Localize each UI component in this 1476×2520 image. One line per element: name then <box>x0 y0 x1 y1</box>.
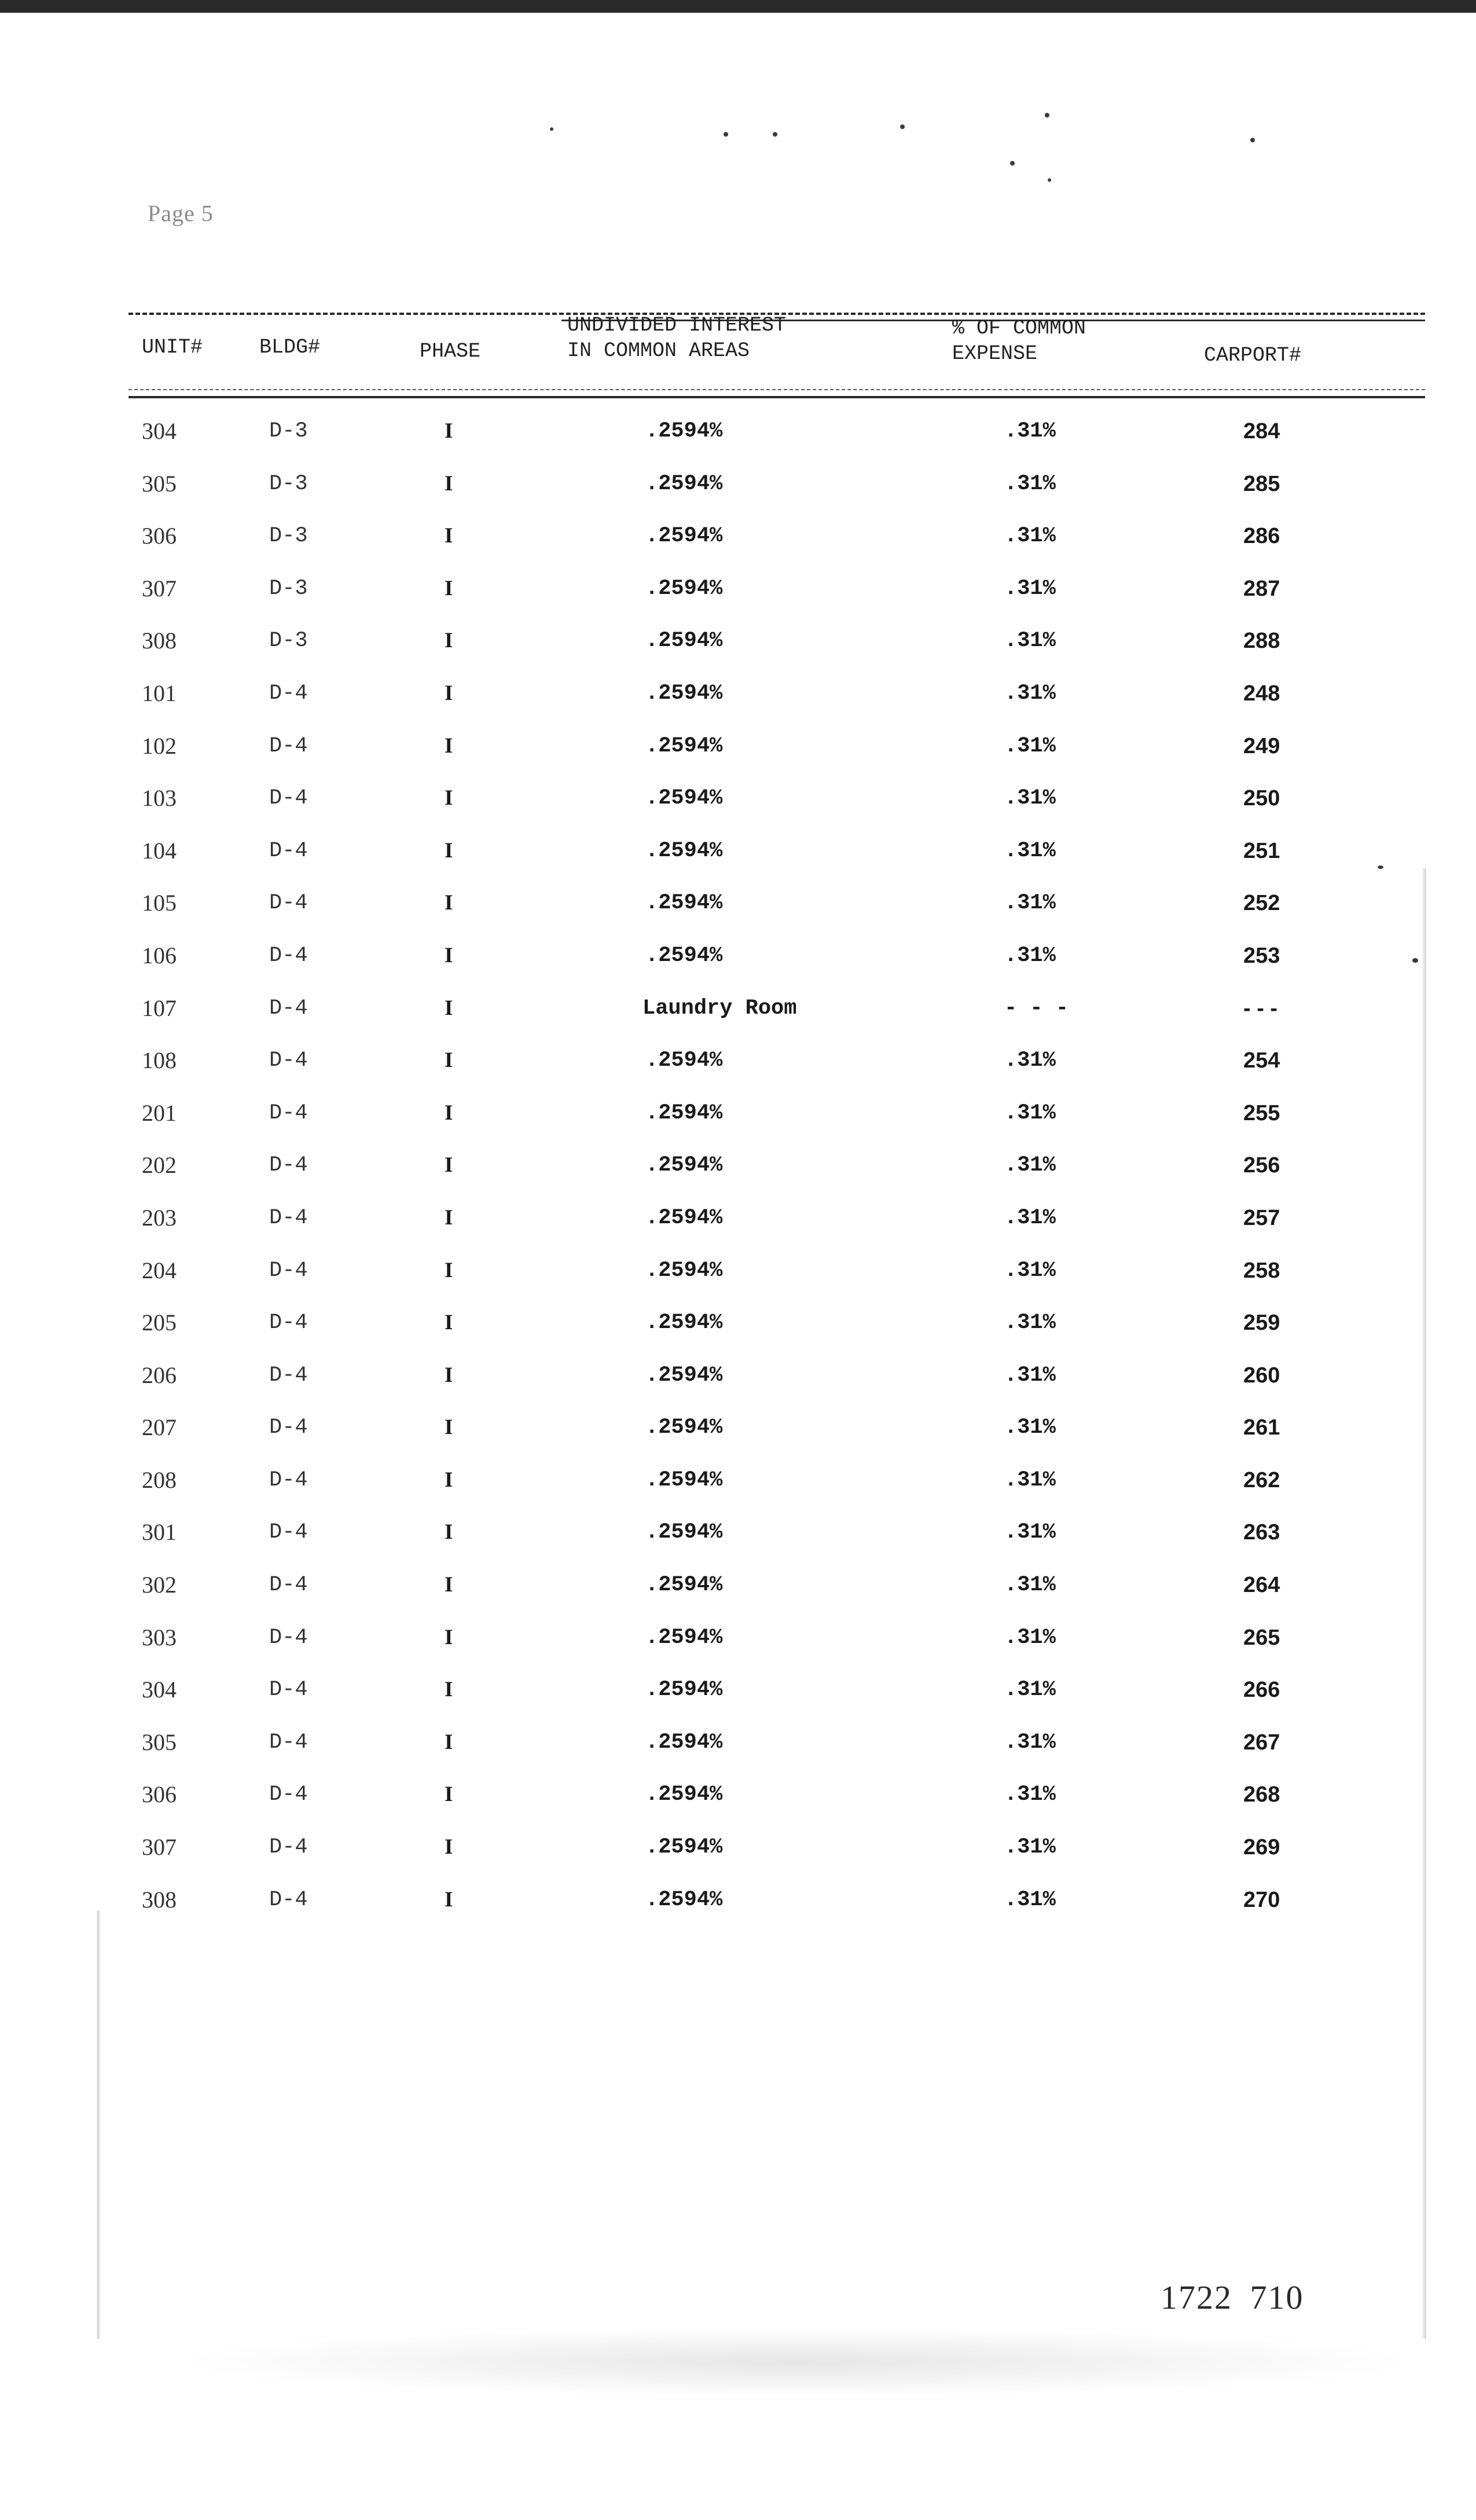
undivided-interest-cell: Laundry Room <box>642 996 797 1021</box>
table-row <box>0 414 1476 467</box>
undivided-interest-cell: .2594% <box>645 629 723 654</box>
building-cell: D-4 <box>269 1311 308 1336</box>
building-cell: D-3 <box>269 629 308 654</box>
building-cell: D-3 <box>269 419 308 443</box>
scan-speck <box>550 127 553 131</box>
unit-number-cell: 306 <box>142 1781 177 1808</box>
building-cell: D-4 <box>269 1153 308 1178</box>
unit-number-cell: 202 <box>142 1152 177 1179</box>
undivided-interest-cell: .2594% <box>645 1363 723 1388</box>
carport-cell: 265 <box>1243 1625 1280 1650</box>
phase-cell: I <box>445 1311 453 1335</box>
carport-cell: 268 <box>1243 1782 1280 1807</box>
undivided-interest-cell: .2594% <box>645 1415 723 1440</box>
common-expense-cell: .31% <box>1004 1678 1056 1703</box>
building-cell: D-4 <box>269 996 308 1021</box>
common-expense-cell: .31% <box>1004 1363 1056 1388</box>
common-expense-cell: .31% <box>1004 1520 1056 1545</box>
carport-cell: 258 <box>1243 1258 1280 1283</box>
building-cell: D-4 <box>269 1048 308 1073</box>
unit-table-body <box>0 414 1476 1935</box>
table-row <box>0 1568 1476 1620</box>
phase-cell: I <box>445 733 453 758</box>
unit-number-cell: 301 <box>142 1519 177 1546</box>
common-expense-cell: .31% <box>1004 1468 1056 1492</box>
building-cell: D-4 <box>269 1782 308 1807</box>
carport-cell: 256 <box>1243 1153 1280 1178</box>
undivided-interest-cell: .2594% <box>645 1205 723 1230</box>
phase-cell: I <box>445 996 453 1020</box>
unit-number-cell: 307 <box>142 575 177 601</box>
undivided-interest-cell: .2594% <box>645 1782 723 1807</box>
undivided-interest-cell: .2594% <box>645 1153 723 1178</box>
scan-speck <box>1010 161 1015 166</box>
table-row <box>0 1725 1476 1778</box>
table-row <box>0 1672 1476 1725</box>
carport-cell: 287 <box>1243 576 1280 601</box>
phase-cell: I <box>445 1678 453 1702</box>
table-row <box>0 938 1476 991</box>
column-header-pct-common-expense: % OF COMMON EXPENSE <box>952 317 1086 365</box>
unit-number-cell: 303 <box>142 1624 177 1650</box>
common-expense-cell: .31% <box>1004 1625 1056 1650</box>
unit-number-cell: 308 <box>142 1886 177 1913</box>
phase-cell: I <box>445 1730 453 1754</box>
common-expense-cell: .31% <box>1004 419 1056 443</box>
scan-bottom-smudge <box>174 2327 1418 2397</box>
common-expense-cell: .31% <box>1004 1101 1056 1125</box>
common-expense-cell: .31% <box>1004 1153 1056 1178</box>
carport-cell: 264 <box>1243 1573 1280 1598</box>
phase-cell: I <box>445 471 453 496</box>
common-expense-cell: .31% <box>1004 1782 1056 1807</box>
building-cell: D-4 <box>269 681 308 706</box>
unit-number-cell: 203 <box>142 1204 177 1231</box>
unit-number-cell: 105 <box>142 890 177 916</box>
phase-cell: I <box>445 786 453 810</box>
phase-cell: I <box>445 1153 453 1178</box>
scan-speck <box>724 132 728 137</box>
carport-cell: 259 <box>1243 1311 1280 1336</box>
common-expense-cell: .31% <box>1004 838 1056 863</box>
common-expense-cell: .31% <box>1004 681 1056 706</box>
undivided-interest-cell: .2594% <box>645 419 723 443</box>
common-expense-cell: .31% <box>1004 1048 1056 1073</box>
building-cell: D-4 <box>269 1415 308 1440</box>
carport-cell: 285 <box>1243 471 1280 496</box>
phase-cell: I <box>445 419 453 443</box>
table-row <box>0 1148 1476 1201</box>
unit-number-cell: 107 <box>142 995 177 1021</box>
carport-cell: 255 <box>1243 1101 1280 1125</box>
building-cell: D-4 <box>269 1468 308 1492</box>
unit-number-cell: 208 <box>142 1466 177 1493</box>
building-cell: D-4 <box>269 1205 308 1230</box>
building-cell: D-3 <box>269 524 308 549</box>
table-row <box>0 781 1476 834</box>
common-expense-cell: .31% <box>1004 1205 1056 1230</box>
phase-cell: I <box>445 1415 453 1440</box>
common-expense-cell: .31% <box>1004 1415 1056 1440</box>
undivided-interest-cell: .2594% <box>645 1258 723 1283</box>
undivided-interest-cell: .2594% <box>645 891 723 916</box>
unit-number-cell: 206 <box>142 1362 177 1388</box>
phase-cell: I <box>445 1258 453 1282</box>
undivided-interest-cell: .2594% <box>645 576 723 601</box>
carport-cell: 249 <box>1243 733 1280 758</box>
phase-cell: I <box>445 1782 453 1807</box>
unit-number-cell: 308 <box>142 628 177 654</box>
common-expense-cell: .31% <box>1004 1573 1056 1598</box>
table-row <box>0 991 1476 1044</box>
building-cell: D-4 <box>269 1101 308 1125</box>
undivided-interest-cell: .2594% <box>645 1101 723 1125</box>
page-number-mark: Page 5 <box>148 200 214 226</box>
phase-cell: I <box>445 1101 453 1125</box>
building-cell: D-4 <box>269 1730 308 1755</box>
common-expense-cell: .31% <box>1004 1258 1056 1283</box>
building-cell: D-4 <box>269 838 308 863</box>
phase-cell: I <box>445 943 453 967</box>
header-bottom-rule-dashed <box>128 389 1425 390</box>
carport-cell: 263 <box>1243 1520 1280 1545</box>
carport-cell: 254 <box>1243 1048 1280 1073</box>
column-header-bldg: BLDG# <box>259 336 321 359</box>
table-row <box>0 1201 1476 1253</box>
unit-number-cell: 103 <box>142 785 177 812</box>
table-row <box>0 519 1476 571</box>
book-page-stamp: 1722 710 <box>1161 2279 1304 2316</box>
carport-cell: 252 <box>1243 891 1280 916</box>
scan-speck <box>1045 113 1049 118</box>
carport-cell: 261 <box>1243 1415 1280 1440</box>
carport-cell: 253 <box>1243 943 1280 968</box>
phase-cell: I <box>445 891 453 915</box>
undivided-interest-cell: .2594% <box>645 733 723 758</box>
building-cell: D-4 <box>269 1835 308 1860</box>
table-row <box>0 1777 1476 1830</box>
undivided-interest-cell: .2594% <box>645 681 723 706</box>
common-expense-cell: .31% <box>1004 943 1056 968</box>
unit-number-cell: 302 <box>142 1572 177 1598</box>
phase-cell: I <box>445 681 453 705</box>
carport-cell: 286 <box>1243 524 1280 549</box>
unit-number-cell: 305 <box>142 470 177 497</box>
phase-cell: I <box>445 1205 453 1230</box>
undivided-interest-cell: .2594% <box>645 943 723 968</box>
table-row <box>0 1620 1476 1673</box>
unit-number-cell: 104 <box>142 837 177 864</box>
phase-cell: I <box>445 1573 453 1597</box>
undivided-interest-cell: .2594% <box>645 471 723 496</box>
carport-cell: 288 <box>1243 629 1280 654</box>
undivided-interest-cell: .2594% <box>645 1573 723 1598</box>
scan-speck <box>1412 958 1418 963</box>
table-row <box>0 1358 1476 1411</box>
common-expense-cell: .31% <box>1004 576 1056 601</box>
unit-number-cell: 306 <box>142 523 177 549</box>
unit-number-cell: 305 <box>142 1729 177 1755</box>
building-cell: D-4 <box>269 891 308 916</box>
undivided-interest-cell: .2594% <box>645 1048 723 1073</box>
column-header-undivided-interest: UNDIVIDED INTEREST IN COMMON AREAS <box>567 314 787 362</box>
column-header-phase: PHASE <box>420 340 481 363</box>
undivided-interest-cell: .2594% <box>645 1887 723 1912</box>
undivided-interest-cell: .2594% <box>645 1625 723 1650</box>
building-cell: D-4 <box>269 786 308 811</box>
phase-cell: I <box>445 629 453 653</box>
common-expense-cell: .31% <box>1004 786 1056 811</box>
header-bottom-rule <box>128 396 1425 398</box>
table-row <box>0 1883 1476 1935</box>
common-expense-cell: .31% <box>1004 471 1056 496</box>
common-expense-cell: .31% <box>1004 733 1056 758</box>
building-cell: D-4 <box>269 1520 308 1545</box>
scan-speck <box>900 124 905 129</box>
scan-speck <box>1378 865 1383 869</box>
carport-cell: 257 <box>1243 1205 1280 1230</box>
carport-cell: 270 <box>1243 1887 1280 1912</box>
unit-number-cell: 106 <box>142 942 177 969</box>
building-cell: D-4 <box>269 1887 308 1912</box>
phase-cell: I <box>445 838 453 863</box>
scan-top-border <box>0 0 1476 13</box>
table-row <box>0 1830 1476 1883</box>
scan-speck <box>1048 178 1051 182</box>
carport-cell: 260 <box>1243 1363 1280 1388</box>
table-row <box>0 1096 1476 1149</box>
unit-number-cell: 101 <box>142 680 177 706</box>
common-expense-cell: - - - <box>1004 996 1069 1021</box>
carport-cell: 267 <box>1243 1730 1280 1755</box>
building-cell: D-4 <box>269 1625 308 1650</box>
building-cell: D-4 <box>269 1573 308 1598</box>
column-header-unit: UNIT# <box>142 336 203 359</box>
table-row <box>0 623 1476 676</box>
undivided-interest-cell: .2594% <box>645 1678 723 1703</box>
common-expense-cell: .31% <box>1004 524 1056 549</box>
unit-number-cell: 201 <box>142 1099 177 1126</box>
undivided-interest-cell: .2594% <box>645 1468 723 1492</box>
scan-speck <box>773 132 777 137</box>
phase-cell: I <box>445 1625 453 1649</box>
phase-cell: I <box>445 524 453 548</box>
carport-cell: 250 <box>1243 786 1280 811</box>
undivided-interest-cell: .2594% <box>645 1730 723 1755</box>
phase-cell: I <box>445 576 453 600</box>
carport-cell: 251 <box>1243 838 1280 863</box>
unit-number-cell: 108 <box>142 1047 177 1074</box>
phase-cell: I <box>445 1363 453 1387</box>
unit-number-cell: 102 <box>142 732 177 759</box>
carport-cell: 248 <box>1243 681 1280 706</box>
common-expense-cell: .31% <box>1004 1730 1056 1755</box>
unit-number-cell: 207 <box>142 1414 177 1441</box>
building-cell: D-4 <box>269 943 308 968</box>
building-cell: D-4 <box>269 733 308 758</box>
carport-cell: 262 <box>1243 1468 1280 1492</box>
unit-number-cell: 205 <box>142 1309 177 1336</box>
table-row <box>0 886 1476 938</box>
table-row <box>0 1515 1476 1568</box>
common-expense-cell: .31% <box>1004 891 1056 916</box>
scan-speck <box>1250 138 1255 142</box>
building-cell: D-4 <box>269 1678 308 1703</box>
unit-number-cell: 304 <box>142 418 177 444</box>
column-header-carport: CARPORT# <box>1204 344 1302 367</box>
carport-cell: 269 <box>1243 1835 1280 1860</box>
table-row <box>0 571 1476 624</box>
unit-number-cell: 307 <box>142 1834 177 1861</box>
phase-cell: I <box>445 1468 453 1492</box>
common-expense-cell: .31% <box>1004 1887 1056 1912</box>
table-row <box>0 1253 1476 1306</box>
undivided-interest-cell: .2594% <box>645 1311 723 1336</box>
undivided-interest-cell: .2594% <box>645 838 723 863</box>
common-expense-cell: .31% <box>1004 629 1056 654</box>
table-row <box>0 467 1476 519</box>
carport-cell: 284 <box>1243 419 1280 443</box>
carport-cell: 266 <box>1243 1678 1280 1703</box>
building-cell: D-4 <box>269 1363 308 1388</box>
common-expense-cell: .31% <box>1004 1311 1056 1336</box>
table-row <box>0 1463 1476 1516</box>
common-expense-cell: .31% <box>1004 1835 1056 1860</box>
phase-cell: I <box>445 1520 453 1545</box>
building-cell: D-4 <box>269 1258 308 1283</box>
table-row <box>0 729 1476 782</box>
table-row <box>0 1410 1476 1463</box>
building-cell: D-3 <box>269 576 308 601</box>
table-row <box>0 676 1476 729</box>
undivided-interest-cell: .2594% <box>645 524 723 549</box>
phase-cell: I <box>445 1887 453 1912</box>
sheet-left-edge-shadow <box>97 1910 101 2339</box>
undivided-interest-cell: .2594% <box>645 786 723 811</box>
undivided-interest-cell: .2594% <box>645 1520 723 1545</box>
phase-cell: I <box>445 1835 453 1859</box>
carport-cell: - - - <box>1243 996 1278 1021</box>
table-row <box>0 1305 1476 1358</box>
phase-cell: I <box>445 1048 453 1073</box>
unit-number-cell: 204 <box>142 1257 177 1283</box>
table-row <box>0 834 1476 886</box>
building-cell: D-3 <box>269 471 308 496</box>
unit-number-cell: 304 <box>142 1677 177 1703</box>
undivided-interest-cell: .2594% <box>645 1835 723 1860</box>
table-row <box>0 1043 1476 1096</box>
